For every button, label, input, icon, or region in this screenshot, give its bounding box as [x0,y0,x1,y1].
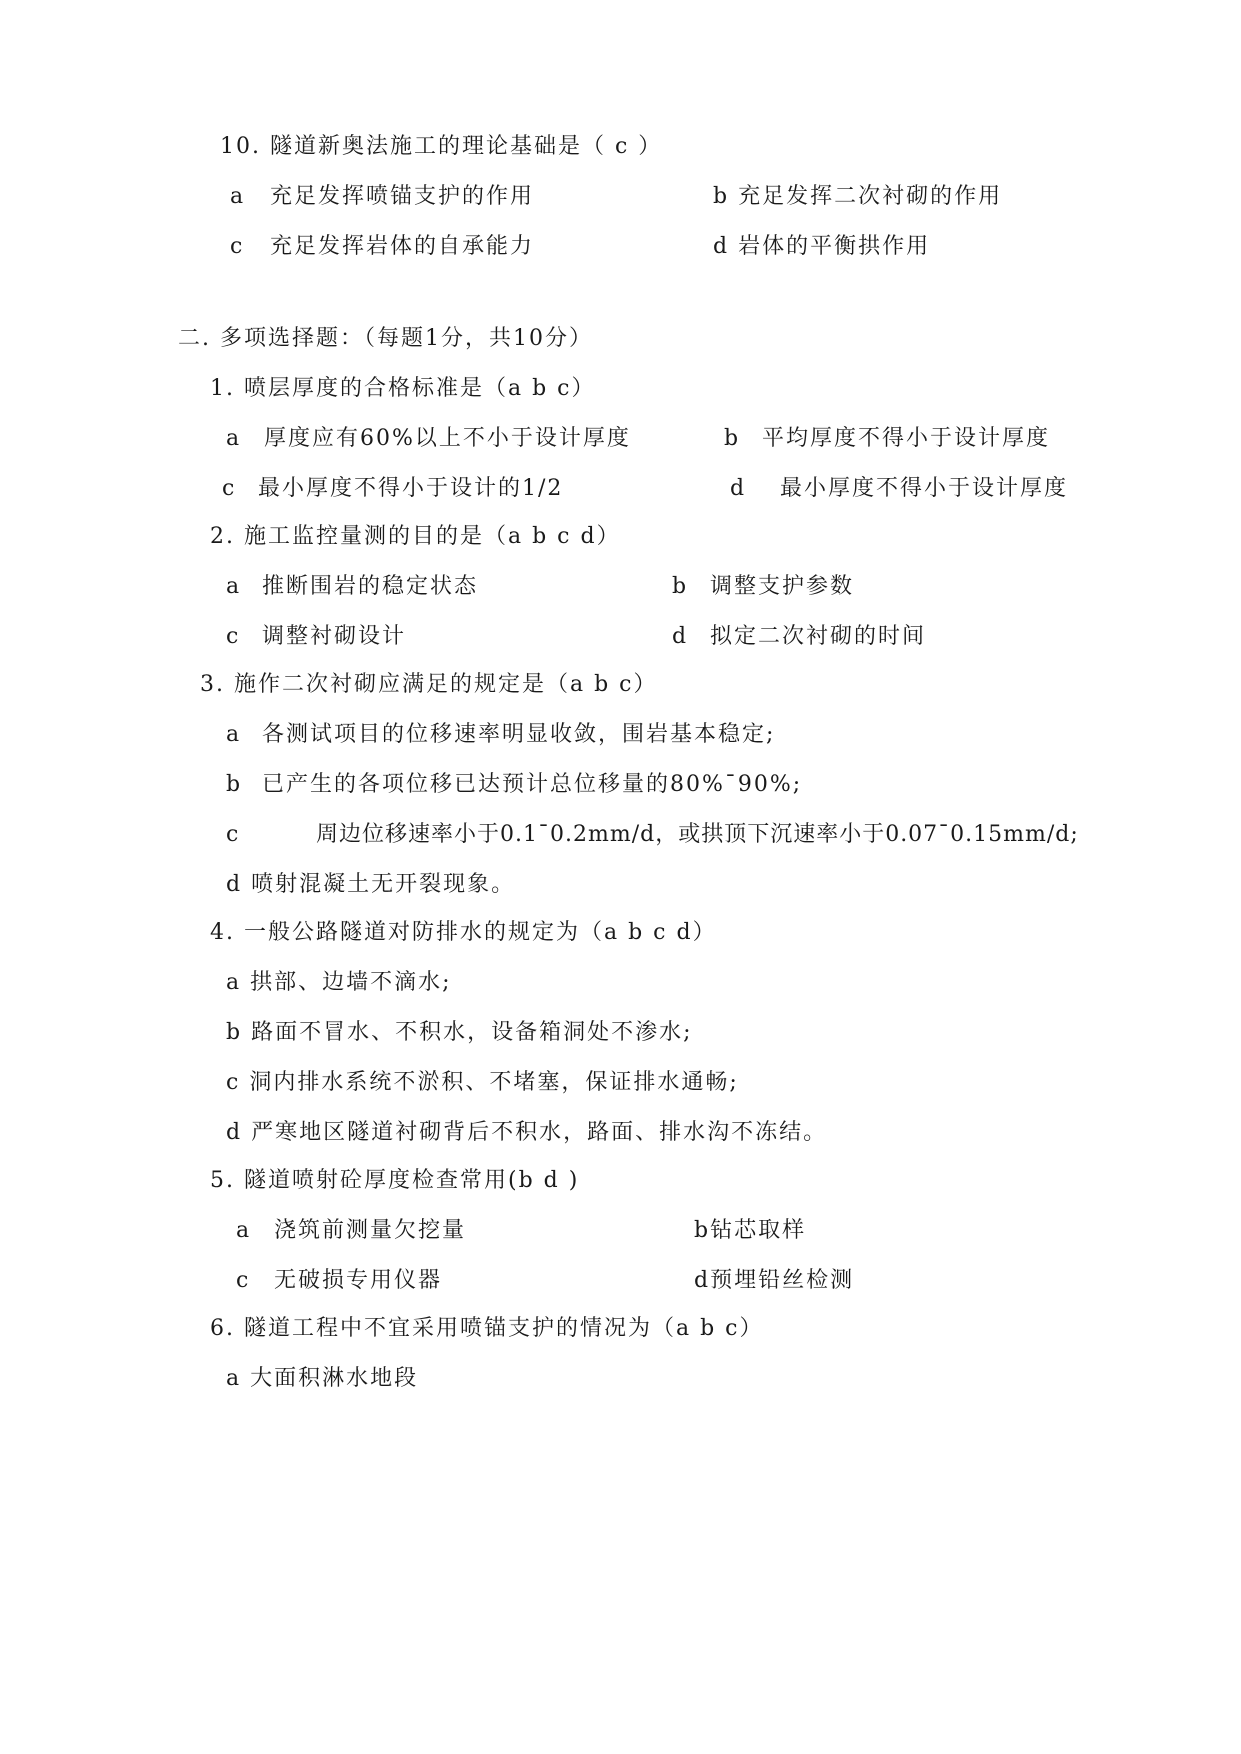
m4-option-c: c 洞内排水系统不淤积、不堵塞，保证排水通畅; [226,1070,739,1095]
m5-stem: 5. 隧道喷射砼厚度检查常用(b d ) [210,1168,580,1193]
m4-option-d: d 严寒地区隧道衬砌背后不积水，路面、排水沟不冻结。 [226,1120,828,1145]
m5-option-c-text: 无破损专用仪器 [274,1268,443,1293]
q10-option-d: d 岩体的平衡拱作用 [713,234,931,259]
m2-option-a-letter: a [226,574,242,599]
m2-option-a-text: 推断围岩的稳定状态 [262,574,479,599]
m1-option-d-letter: d [730,476,747,501]
q10-option-c-text: 充足发挥岩体的自承能力 [270,234,535,259]
section-heading: 二. 多项选择题：（每题1分，共10分） [178,326,593,351]
q10-option-b: b 充足发挥二次衬砌的作用 [713,184,1003,209]
q10-stem: 10. 隧道新奥法施工的理论基础是（ c ） [220,134,663,159]
m1-option-c-letter: c [222,476,237,501]
m3-option-d: d 喷射混凝土无开裂现象。 [226,872,516,897]
m4-option-b: b 路面不冒水、不积水，设备箱洞处不渗水; [226,1020,693,1045]
m2-option-b-letter: b [672,574,689,599]
m2-option-b-text: 调整支护参数 [710,574,855,599]
m3-option-b-text: 已产生的各项位移已达预计总位移量的80%¯90%; [262,772,803,797]
m2-option-d-letter: d [672,624,689,649]
m3-option-a-text: 各测试项目的位移速率明显收敛，围岩基本稳定; [262,722,776,747]
m1-option-a-letter: a [226,426,242,451]
q10-option-a-text: 充足发挥喷锚支护的作用 [270,184,535,209]
m1-stem: 1. 喷层厚度的合格标准是（a b c） [210,376,596,401]
m5-option-a-letter: a [236,1218,252,1243]
q10-option-c-letter: c [230,234,245,259]
m4-stem: 4. 一般公路隧道对防排水的规定为（a b c d） [210,920,717,945]
m3-option-c-text: 周边位移速率小于0.1¯0.2mm/d，或拱顶下沉速率小于0.07¯0.15mm/d; [316,822,1079,847]
m3-option-a-letter: a [226,722,242,747]
m6-option-a: a 大面积淋水地段 [226,1366,419,1391]
m1-option-c-text: 最小厚度不得小于设计的1/2 [258,476,564,501]
q10-option-a-letter: a [230,184,246,209]
m3-option-b-letter: b [226,772,243,797]
m1-option-a-text: 厚度应有60%以上不小于设计厚度 [264,426,631,451]
m5-option-c-letter: c [236,1268,251,1293]
m5-option-a-text: 浇筑前测量欠挖量 [274,1218,467,1243]
m5-option-b: b钻芯取样 [694,1218,807,1243]
m2-option-d-text: 拟定二次衬砌的时间 [710,624,927,649]
m5-option-d: d预埋铅丝检测 [694,1268,855,1293]
m2-option-c-letter: c [226,624,241,649]
m1-option-b-text: 平均厚度不得小于设计厚度 [762,426,1051,451]
m2-stem: 2. 施工监控量测的目的是（a b c d） [210,524,621,549]
m1-option-d-text: 最小厚度不得小于设计厚度 [780,476,1069,501]
m1-option-b-letter: b [724,426,741,451]
m6-stem: 6. 隧道工程中不宜采用喷锚支护的情况为（a b c） [210,1316,764,1341]
m3-option-c-letter: c [226,822,241,847]
m4-option-a: a 拱部、边墙不滴水; [226,970,452,995]
m2-option-c-text: 调整衬砌设计 [262,624,407,649]
m3-stem: 3. 施作二次衬砌应满足的规定是（a b c） [200,672,658,697]
